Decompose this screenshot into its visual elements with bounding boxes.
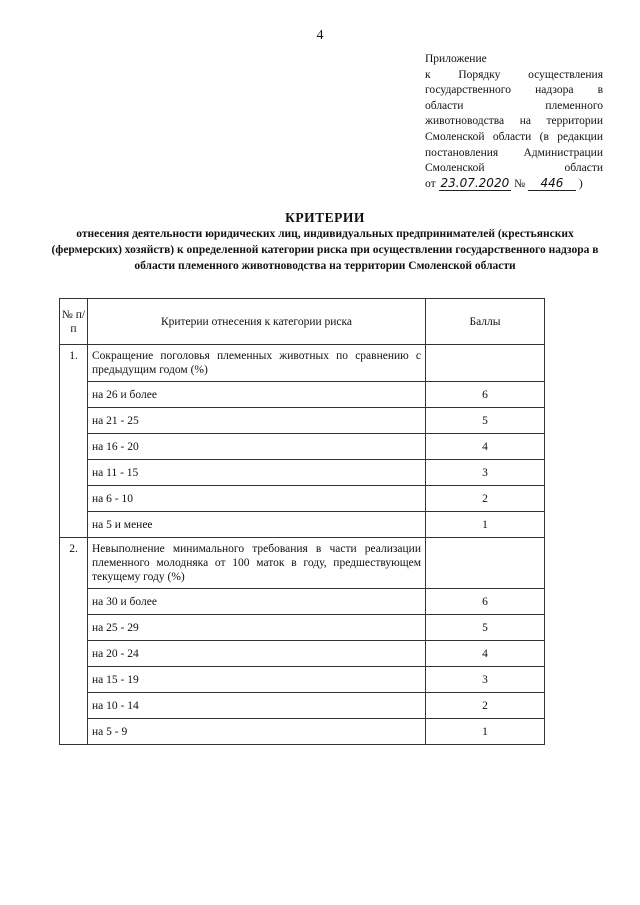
appendix-line: животноводства на территории xyxy=(425,115,603,128)
table-header-row xyxy=(60,299,545,345)
appendix-date-line xyxy=(425,177,603,193)
appendix-close: ) xyxy=(578,177,583,190)
table-row xyxy=(60,382,545,408)
section-text: Сокращение поголовья племенных животных по сравнению с предыдущим годом (%) xyxy=(88,345,426,382)
header-criteria: Критерии отнесения к категории риска xyxy=(88,299,426,345)
section-row xyxy=(60,345,545,382)
range-label: на 30 и более xyxy=(88,589,426,615)
table-row xyxy=(60,641,545,667)
range-label: на 20 - 24 xyxy=(88,641,426,667)
title-block xyxy=(40,209,610,274)
points-value: 2 xyxy=(426,693,545,719)
table-row xyxy=(60,615,545,641)
range-label: на 25 - 29 xyxy=(88,615,426,641)
range-label: на 10 - 14 xyxy=(88,693,426,719)
range-label: на 6 - 10 xyxy=(88,486,426,512)
page-number: 4 xyxy=(316,28,324,43)
range-label: на 21 - 25 xyxy=(88,408,426,434)
appendix-line: Смоленской области (в редакции xyxy=(425,130,603,143)
header-num: № п/п xyxy=(60,299,88,345)
appendix-line: к Порядку осуществления xyxy=(425,68,603,81)
points-value: 4 xyxy=(426,434,545,460)
handwritten-date: 23.07.2020 xyxy=(440,175,510,190)
appendix-line: постановления Администрации xyxy=(425,146,603,159)
range-label: на 26 и более xyxy=(88,382,426,408)
number-prefix: № xyxy=(514,177,526,190)
table-row xyxy=(60,408,545,434)
points-value: 5 xyxy=(426,615,545,641)
section-number: 1. xyxy=(60,345,88,538)
appendix-line: области племенного xyxy=(425,99,603,112)
section-points-cell xyxy=(426,538,545,589)
table-row xyxy=(60,667,545,693)
table-row xyxy=(60,719,545,745)
range-label: на 16 - 20 xyxy=(88,434,426,460)
points-value: 6 xyxy=(426,589,545,615)
range-label: на 5 - 9 xyxy=(88,719,426,745)
appendix-line: Смоленской области xyxy=(425,162,603,175)
header-points: Баллы xyxy=(426,299,545,345)
points-value: 4 xyxy=(426,641,545,667)
range-label: на 11 - 15 xyxy=(88,460,426,486)
range-label: на 5 и менее xyxy=(88,512,426,538)
points-value: 5 xyxy=(426,408,545,434)
points-value: 3 xyxy=(426,460,545,486)
points-value: 1 xyxy=(426,719,545,745)
appendix-line: Приложение xyxy=(425,53,487,65)
section-points-cell xyxy=(426,345,545,382)
section-text: Невыполнение минимального требования в части реализации племенного молодняка от 100 маток в году, предшествующем текущему году (%) xyxy=(88,538,426,589)
handwritten-number: 446 xyxy=(528,177,576,191)
range-label: на 15 - 19 xyxy=(88,667,426,693)
points-value: 3 xyxy=(426,667,545,693)
section-number: 2. xyxy=(60,538,88,745)
table-row xyxy=(60,693,545,719)
table-row xyxy=(60,460,545,486)
table-row xyxy=(60,434,545,460)
table-row xyxy=(60,486,545,512)
points-value: 2 xyxy=(426,486,545,512)
document-heading: КРИТЕРИИ xyxy=(285,210,365,225)
date-prefix: от xyxy=(425,177,436,190)
appendix-line: государственного надзора в xyxy=(425,84,603,97)
section-row xyxy=(60,538,545,589)
points-value: 6 xyxy=(426,382,545,408)
points-value: 1 xyxy=(426,512,545,538)
document-subtitle: отнесения деятельности юридических лиц, индивидуальных предпринимателей (крестьянских (фермерских) хозяйств) к определенной категории риска при осуществлении государственного надзора в области племенного животноводства на территории Смоленской области xyxy=(51,228,599,272)
table-row xyxy=(60,512,545,538)
criteria-table xyxy=(59,298,545,745)
appendix-block xyxy=(425,52,603,192)
table-row xyxy=(60,589,545,615)
